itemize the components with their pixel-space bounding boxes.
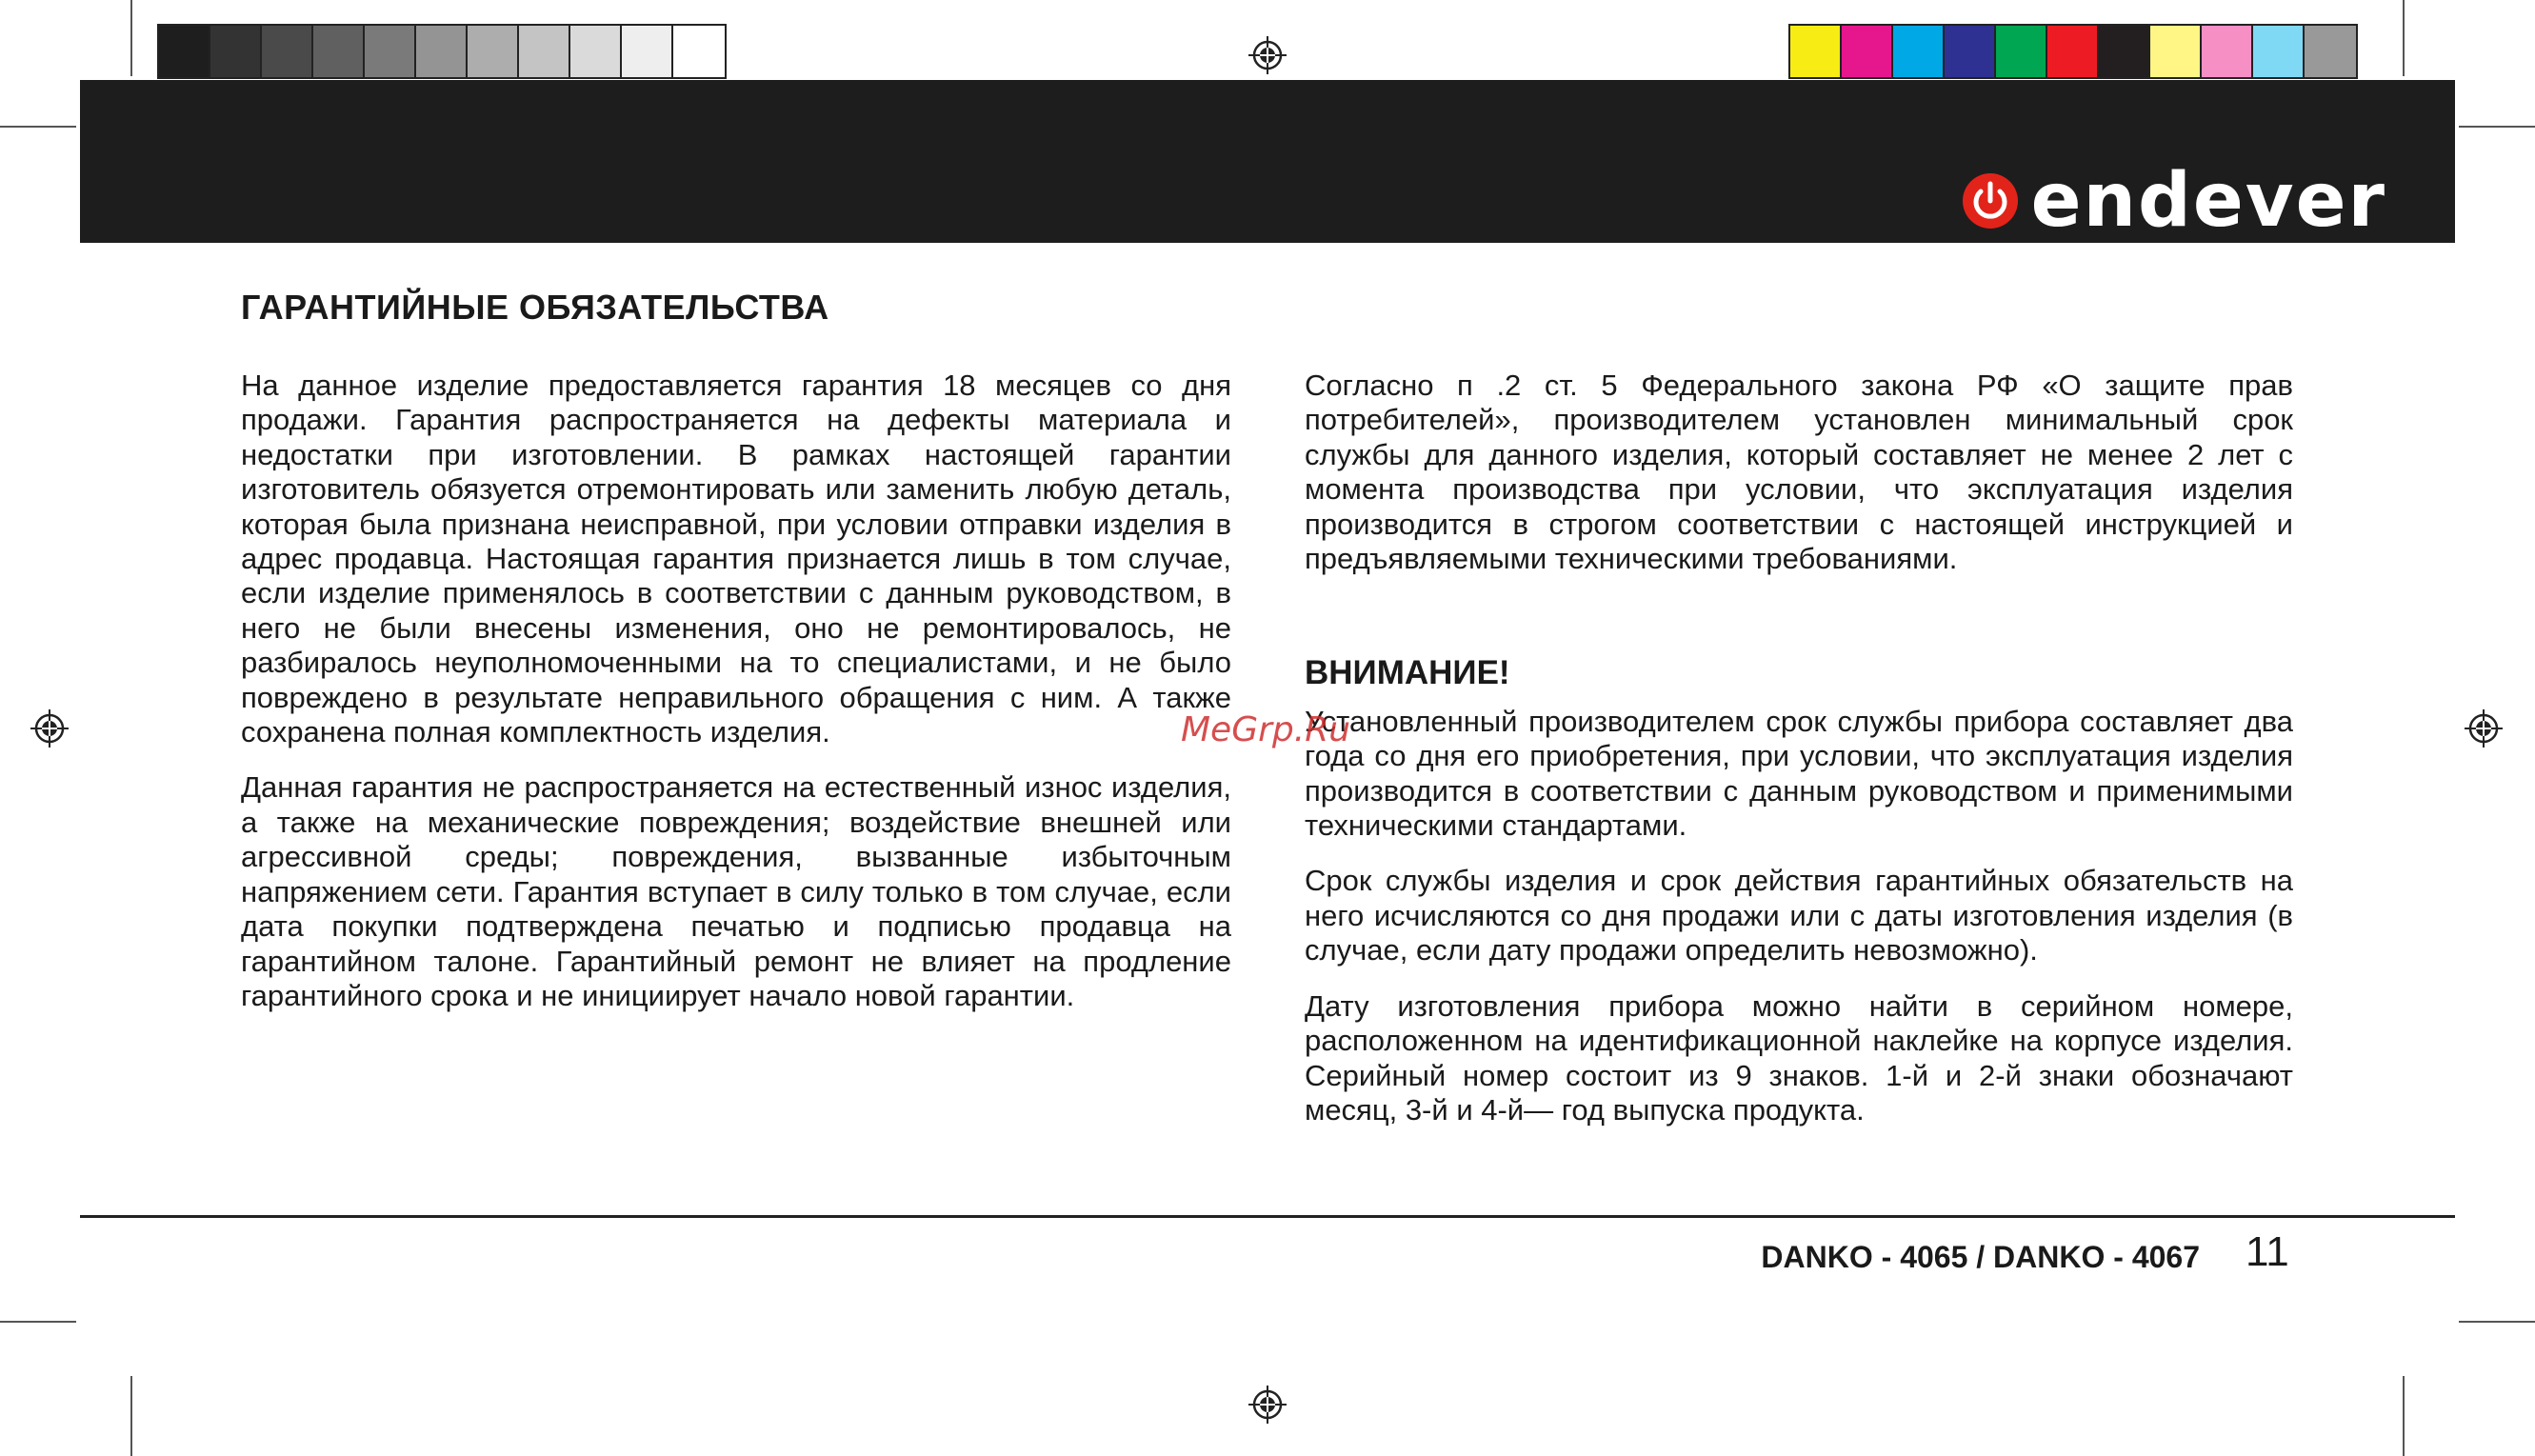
registration-mark-icon: [30, 709, 69, 748]
registration-mark-icon: [1248, 36, 1287, 74]
gray-swatch: [570, 26, 622, 77]
page-number: 11: [2246, 1228, 2289, 1275]
crop-mark: [2459, 126, 2535, 128]
color-swatch: [1893, 26, 1945, 77]
footer-divider: [80, 1215, 2455, 1218]
color-swatch: [2202, 26, 2253, 77]
gray-swatch: [365, 26, 416, 77]
service-life-paragraph: Установленный производителем срок службы прибора составляет два года со дня его приобретения, при условии, что эксплуатация изделия производится в соответствии с данным руководством и применимыми техническими стандартами.: [1305, 704, 2293, 843]
gray-swatch: [519, 26, 570, 77]
attention-heading: ВНИМАНИЕ!: [1305, 654, 1510, 692]
warranty-term-paragraph: Срок службы изделия и срок действия гарантийных обязательств на него исчисляются со дня продажи или с даты изготовления изделия (в случае, если дату продажи определить невозможно).: [1305, 864, 2293, 967]
gray-swatch: [673, 26, 725, 77]
page-title: ГАРАНТИЙНЫЕ ОБЯЗАТЕЛЬСТВА: [241, 288, 829, 327]
warranty-exclusions-paragraph: Данная гарантия не распространяется на естественный износ изделия, а также на механические повреждения; воздействие внешней или агрессивной среды; повреждения, вызванные избыточным напряжением сети. Гарантия вступает в силу только в том случае, если дата покупки подтверждена печатью и подписью продавца на гарантийном талоне. Гарантийный ремонт не влияет на продление гарантийного срока и не инициирует начало новой гарантии.: [241, 770, 1231, 1012]
brand-logo-text: endever: [2030, 158, 2386, 244]
crop-mark: [2459, 1321, 2535, 1323]
gray-swatch: [159, 26, 210, 77]
left-column: [241, 369, 1231, 1034]
gray-swatch: [210, 26, 262, 77]
color-swatch: [1842, 26, 1893, 77]
color-swatch: [1996, 26, 2047, 77]
power-icon: [1961, 171, 2020, 230]
crop-mark: [0, 1321, 76, 1323]
color-swatch: [1945, 26, 1996, 77]
serial-number-paragraph: Дату изготовления прибора можно найти в серийном номере, расположенном на идентификационной наклейке на корпусе изделия. Серийный номер состоит из 9 знаков. 1-й и 2-й знаки обозначают месяц, 3-й и 4-й— год выпуска продукта.: [1305, 988, 2293, 1127]
crop-mark: [0, 126, 76, 128]
color-swatch: [2099, 26, 2150, 77]
registration-mark-icon: [1248, 1386, 1287, 1424]
gray-swatch: [468, 26, 519, 77]
warranty-paragraph: На данное изделие предоставляется гарантия 18 месяцев со дня продажи. Гарантия распространяется на дефекты материала и недостатки при изготовлении. В рамках настоящей гарантии изготовитель обязуется отремонтировать или заменить любую деталь, которая была признана неисправной, при условии отправки изделия в адрес продавца. Настоящая гарантия признается лишь в том случае, если изделие применялось в соответствии с данным руководством, в него не были внесены изменения, оно не ремонтировалось, не разбиралось неуполномоченными на то специалистами, и не было повреждено в результате неправильного обращения с ним. А также сохранена полная комплектность изделия.: [241, 369, 1231, 749]
watermark: MeGrp.Ru: [1181, 710, 1351, 749]
brand-logo: [1961, 158, 2386, 244]
gray-swatch: [416, 26, 468, 77]
header-band: [80, 80, 2455, 243]
color-swatch: [2150, 26, 2202, 77]
registration-mark-icon: [2465, 709, 2503, 748]
grayscale-color-bar: [157, 24, 727, 79]
gray-swatch: [262, 26, 313, 77]
color-swatch: [2253, 26, 2305, 77]
crop-mark: [2403, 0, 2405, 76]
crop-mark: [130, 1376, 132, 1456]
crop-mark: [130, 0, 132, 76]
color-swatch: [2047, 26, 2099, 77]
gray-swatch: [622, 26, 673, 77]
color-swatch: [2305, 26, 2356, 77]
color-calibration-bar: [1788, 24, 2358, 79]
service-life-law-paragraph: Согласно п .2 ст. 5 Федерального закона РФ «О защите прав потребителей», производителем установлен минимальный срок службы для данного изделия, который составляет не менее 2 лет с момента производства при условии, что эксплуатация изделия производится в строгом соответствии с настоящей инструкцией и предъявляемыми техническими требованиями.: [1305, 369, 2293, 576]
footer-model-name: DANKO - 4065 / DANKO - 4067: [1761, 1240, 2200, 1274]
color-swatch: [1790, 26, 1842, 77]
crop-mark: [2403, 1376, 2405, 1456]
right-column: [1305, 369, 2293, 1148]
gray-swatch: [313, 26, 365, 77]
